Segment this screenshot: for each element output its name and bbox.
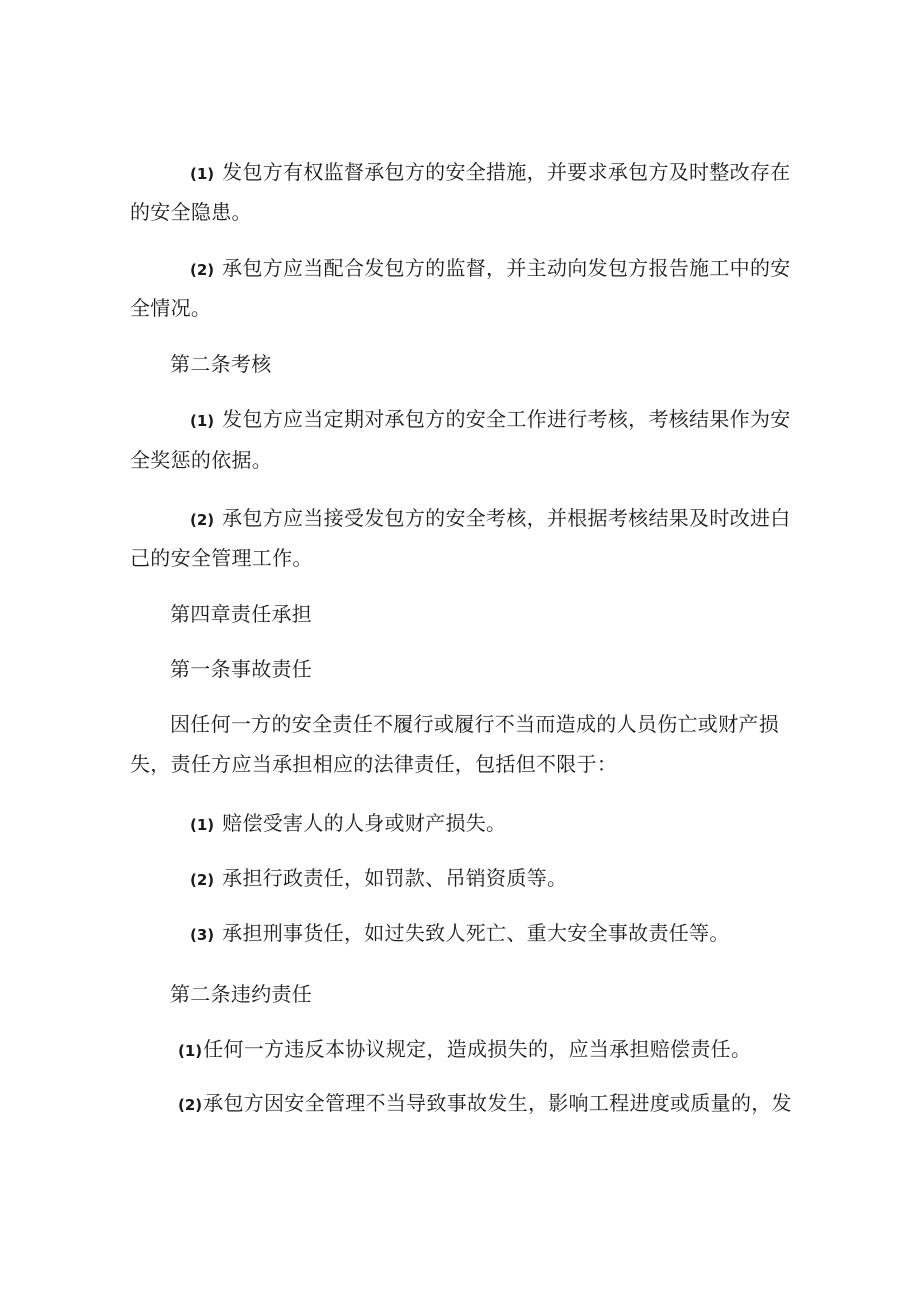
paragraph-text: 全情况。 [130,296,212,320]
chapter-heading [170,601,312,627]
heading-text: 第二条违约责任 [170,982,313,1006]
item-number: (1) [190,816,215,834]
paragraph-line [190,920,730,948]
paragraph-text: 赔偿受害人的人身或财产损失。 [222,811,507,835]
paragraph-line [178,1090,792,1118]
paragraph-line [130,545,313,571]
paragraph-line [130,295,211,321]
paragraph-line [178,1036,751,1064]
paragraph-text: 因任何一方的安全责任不履行或履行不当而造成的人员伤亡或财产损 [170,712,779,736]
paragraph-line [170,711,779,737]
paragraph-text: 承包方应当接受发包方的安全考核，并根据考核结果及时改进白 [222,506,791,530]
section-heading [170,656,312,682]
paragraph-text: 发包方应当定期对承包方的安全工作进行考核，考核结果作为安 [222,407,791,431]
paragraph-text: 承担刑事货任，如过失致人死亡、重大安全事故责任等。 [222,921,730,945]
section-heading [170,981,312,1007]
paragraph-line [190,255,791,283]
paragraph-text: 发包方有权监督承包方的安全措施，并要求承包方及时整改存在 [222,160,791,184]
heading-text: 第二条考核 [170,352,272,376]
paragraph-line [190,406,791,434]
item-number: (3) [190,926,215,944]
paragraph-line [130,199,252,225]
item-number: (1) [190,412,215,430]
paragraph-text: 承包方应当配合发包方的监督，并主动向发包方报告施工中的安 [222,256,791,280]
item-number: (1) [178,1042,203,1060]
paragraph-line [190,810,506,838]
paragraph-line [190,505,791,533]
paragraph-line [130,751,617,777]
heading-text: 第一条事故责任 [170,657,313,681]
section-heading [170,351,272,377]
item-number: (2) [178,1096,203,1114]
paragraph-text: 承包方因安全管理不当导致事故发生，影响工程进度或质量的，发 [203,1091,792,1115]
heading-text: 第四章责任承担 [170,602,313,626]
paragraph-text: 己的安全管理工作。 [130,546,313,570]
paragraph-text: 失，责任方应当承担相应的法律责任，包括但不限于： [130,752,618,776]
item-number: (1) [190,165,215,183]
paragraph-line [130,447,272,473]
paragraph-text: 任何一方违反本协议规定，造成损失的，应当承担赔偿责任。 [203,1037,752,1061]
paragraph-text: 承担行政责任，如罚款、吊销资质等。 [222,866,568,890]
item-number: (2) [190,261,215,279]
item-number: (2) [190,511,215,529]
paragraph-line [190,159,791,187]
paragraph-line [190,865,567,893]
paragraph-text: 全奖惩的依据。 [130,448,273,472]
paragraph-text: 的安全隐患。 [130,200,252,224]
item-number: (2) [190,871,215,889]
